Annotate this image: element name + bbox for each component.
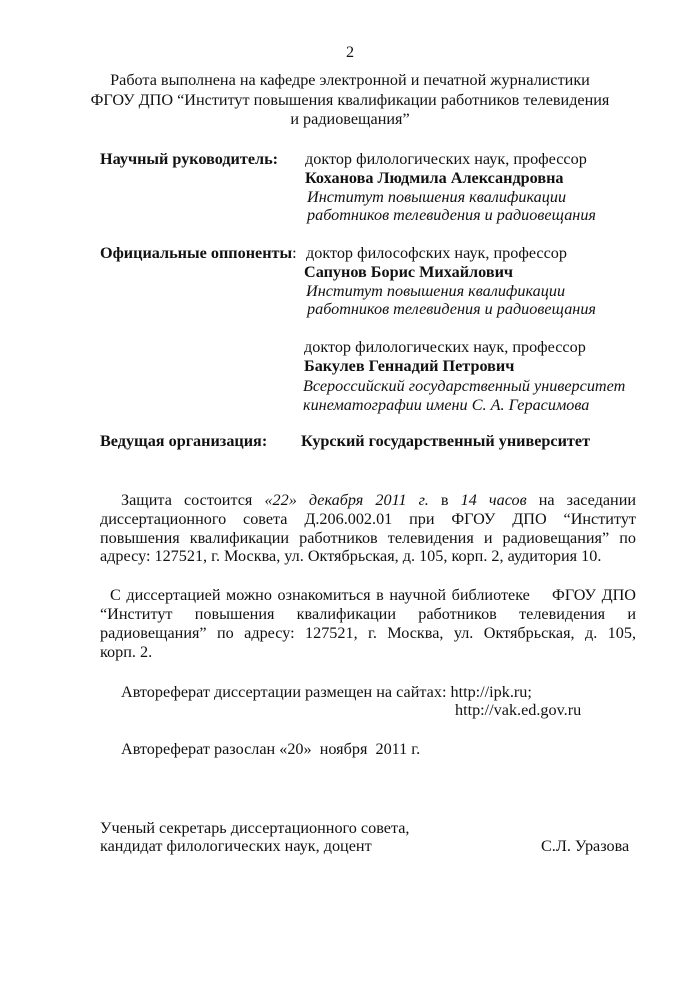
opponents-label-row [100, 243, 297, 263]
supervisor-org-line-1: Институт повышения квалификации [307, 188, 567, 206]
defense-text-c: на заседании [538, 491, 637, 509]
opponent-2-name: Бакулев Геннадий Петрович [304, 357, 515, 375]
library-line-1: С диссертацией можно ознакомиться в научной библиотеке ФГОУ ДПО [110, 586, 636, 604]
opponent-2-degree: доктор филологических наук, профессор [304, 338, 586, 356]
header-line-3: и радиовещания” [290, 110, 410, 128]
opponents-colon: : [292, 244, 297, 262]
library-line-4: корп. 2. [100, 643, 153, 661]
opponent-1-org-line-2: работников телевидения и радиовещания [307, 300, 596, 318]
defense-line-2: диссертационного совета Д.206.002.01 при ФГОУ ДПО “Институт [100, 510, 636, 528]
supervisor-degree: доктор филологических наук, профессор [305, 150, 587, 168]
secretary-line-2: кандидат филологических наук, доцент [100, 837, 372, 855]
defense-line-3: повышения квалификации работников телевидения и радиовещания” по [100, 529, 636, 547]
abstract-sites-text: Автореферат диссертации размещен на сайтах: http://ipk.ru; [121, 683, 532, 701]
opponent-1-name: Сапунов Борис Михайлович [304, 263, 514, 281]
supervisor-label: Научный руководитель: [100, 150, 279, 168]
supervisor-name: Коханова Людмила Александровна [305, 169, 564, 187]
defense-date: «22» декабря 2011 г. [264, 491, 429, 509]
defense-text-b: в [440, 491, 449, 509]
abstract-site-2: http://vak.ed.gov.ru [455, 701, 582, 719]
opponent-1-degree: доктор философских наук, профессор [306, 244, 567, 262]
library-line-3: радиовещания” по адресу: 127521, г. Москва, ул. Октябрьская, д. 105, [100, 624, 636, 642]
secretary-line-1: Ученый секретарь диссертационного совета, [100, 819, 410, 837]
defense-text-a: Защита состоится [121, 491, 253, 509]
defense-line-1 [121, 490, 636, 510]
supervisor-org-line-2: работников телевидения и радиовещания [307, 206, 596, 224]
lead-org-value: Курский государственный университет [301, 432, 591, 450]
page-number: 2 [345, 43, 355, 61]
library-line-2: “Институт повышения квалификации работников телевидения и [100, 605, 636, 623]
defense-line-4: адресу: 127521, г. Москва, ул. Октябрьская, д. 105, корп. 2, аудитория 10. [100, 547, 602, 565]
opponents-label: Официальные оппоненты [100, 244, 293, 262]
secretary-name: С.Л. Уразова [541, 837, 630, 855]
opponent-2-org-line-1: Всероссийский государственный университет [303, 377, 626, 395]
header-line-2: ФГОУ ДПО “Институт повышения квалификации работников телевидения [90, 91, 610, 109]
lead-org-label: Ведущая организация: [100, 432, 268, 450]
defense-time: 14 часов [460, 491, 527, 509]
opponent-2-org-line-2: кинематографии имени С. А. Герасимова [303, 396, 590, 414]
opponent-1-org-line-1: Институт повышения квалификации [306, 282, 566, 300]
abstract-sent-date: Автореферат разослан «20» ноября 2011 г. [121, 740, 421, 758]
header-line-1: Работа выполнена на кафедре электронной и печатной журналистики [110, 71, 590, 89]
